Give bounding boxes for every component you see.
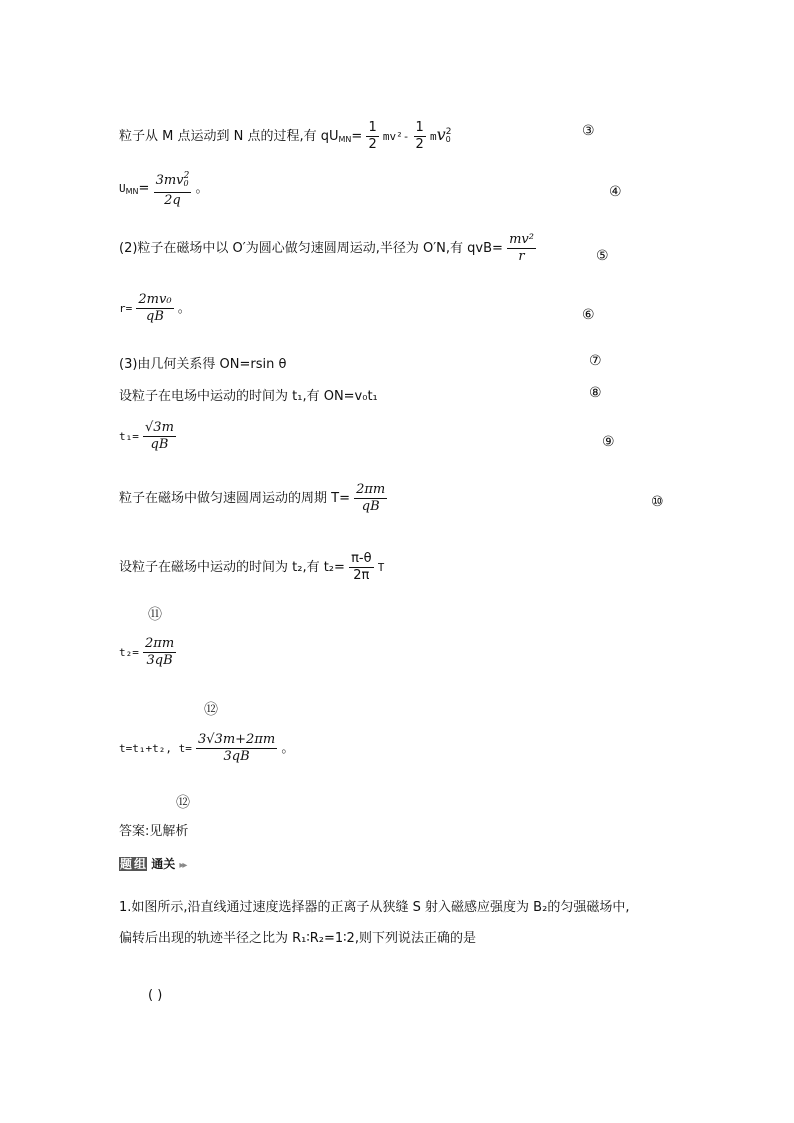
equation-marker-3: ③ <box>582 123 595 139</box>
equation-marker-5: ⑤ <box>596 248 609 264</box>
fraction-mv2-r: $\frac{\text{mv²}}{r}$ <box>509 232 534 264</box>
line-t1: t₁= $\frac{√3m}{qB}$ <box>119 420 174 452</box>
equation-marker-11: ⑪ <box>148 607 162 623</box>
line-r: r= $\frac{\text{2mv₀}}{qB}$ 。 <box>119 292 191 324</box>
line-energy-equation: 粒子从 M 点运动到 N 点的过程,有 $qU_{MN}=$ $\frac{1}{2}$ mv²- $\frac{1}{2}$ $mv_0^2$ <box>119 120 452 152</box>
fraction-period: $\frac{2\pi m}{qB}$ <box>356 482 386 514</box>
fraction-half-2: $\frac{1}{2}$ <box>415 120 424 152</box>
question-1-line-1: 1.如图所示,沿直线通过速度选择器的正离子从狭缝 S 射入磁感应强度为 B₂的匀强磁场中, <box>119 900 630 915</box>
fraction-umn: $\frac{3mv_0^2}{2q}$ <box>155 171 190 208</box>
question-1-line-2: 偏转后出现的轨迹半径之比为 R₁∶R₂=1∶2,则下列说法正确的是 <box>119 931 476 946</box>
fraction-angle: $\frac{\pi-\theta}{2\pi}$ <box>351 551 372 583</box>
equation-marker-12b: ⑫ <box>176 795 190 811</box>
line-geometry: (3)由几何关系得 ON=rsin θ <box>119 357 287 372</box>
line-total-time: t=t₁+t₂, t= $\frac{3√3m+2\pi m}{3qB}$ 。 <box>119 732 295 764</box>
section-banner: 题 组 通关 ▸▸ <box>120 857 186 871</box>
fraction-t2: $\frac{2\pi m}{3qB}$ <box>145 636 175 668</box>
equation-marker-8: ⑧ <box>589 385 602 401</box>
fraction-r: $\frac{\text{2mv₀}}{qB}$ <box>138 292 172 324</box>
line-t2-def: 设粒子在磁场中运动的时间为 t₂,有 t₂= $\frac{\pi-\theta}{2\pi}$ T <box>119 551 385 583</box>
line-t1-def: 设粒子在电场中运动的时间为 t₁,有 ON=v₀t₁ <box>119 389 378 404</box>
equation-marker-7: ⑦ <box>589 353 602 369</box>
fraction-t1: $\frac{√3m}{qB}$ <box>145 420 174 452</box>
line-umn: $U_{MN}=$ $\frac{3mv_0^2}{2q}$ 。 <box>119 168 209 209</box>
fraction-total: $\frac{3√3m+2\pi m}{3qB}$ <box>198 732 276 764</box>
line-magnetic-radius: (2)粒子在磁场中以 O′为圆心做匀速圆周运动,半径为 O′N,有 qvB= $\frac{\text{mv²}}{r}$ <box>119 232 534 264</box>
line-period: 粒子在磁场中做匀速圆周运动的周期 T= $\frac{2\pi m}{qB}$ <box>119 482 386 514</box>
answer-line: 答案:见解析 <box>119 824 189 839</box>
line-t2: t₂= $\frac{2\pi m}{3qB}$ <box>119 636 175 668</box>
equation-marker-4: ④ <box>609 184 622 200</box>
answer-parentheses: ( ) <box>148 988 163 1003</box>
fraction-half-1: $\frac{1}{2}$ <box>368 120 377 152</box>
equation-marker-12a: ⑫ <box>204 702 218 718</box>
equation-marker-10: ⑩ <box>651 494 664 510</box>
chevron-right-icon: ▸▸ <box>179 860 186 871</box>
equation-marker-6: ⑥ <box>582 307 595 323</box>
equation-marker-9: ⑨ <box>602 434 615 450</box>
